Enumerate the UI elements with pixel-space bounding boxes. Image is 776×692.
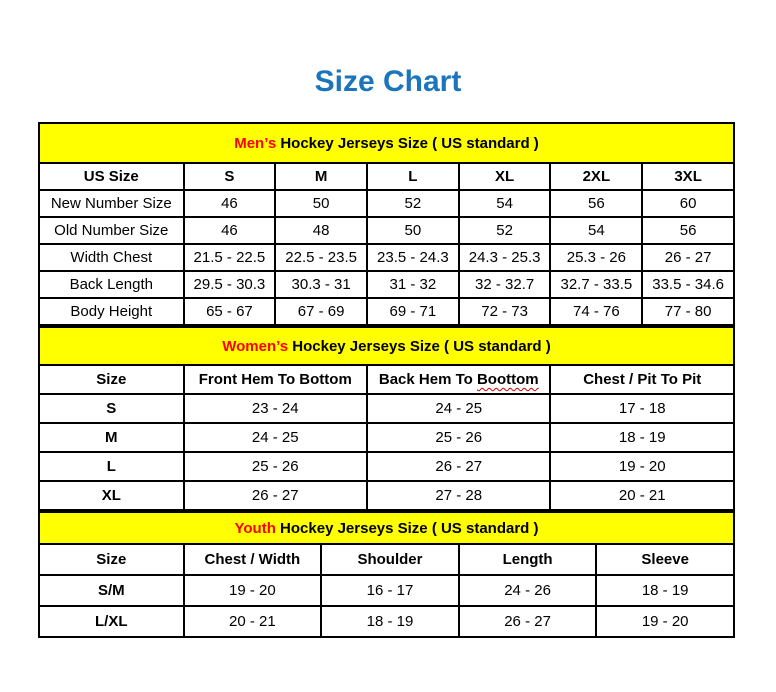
column-header: Size <box>39 365 184 394</box>
size-value-cell: 46 <box>184 190 276 217</box>
size-value-cell: 24.3 - 25.3 <box>459 244 551 271</box>
womens-title-accent: Women’s <box>222 337 289 355</box>
mens-header-row <box>39 163 734 190</box>
misspelled-word: Boottom <box>476 371 539 388</box>
size-value-cell: 60 <box>642 190 734 217</box>
size-value-cell: 17 - 18 <box>550 394 734 423</box>
size-row-label: XL <box>39 481 184 510</box>
column-header: Front Hem To Bottom <box>184 365 367 394</box>
mens-table-row <box>39 217 734 244</box>
size-value-cell: 24 - 25 <box>367 394 550 423</box>
size-value-cell: 18 - 19 <box>321 606 459 637</box>
size-value-cell: 25 - 26 <box>184 452 367 481</box>
size-value-cell: 65 - 67 <box>184 298 276 325</box>
size-value-cell: 18 - 19 <box>550 423 734 452</box>
column-header: Shoulder <box>321 544 459 575</box>
size-value-cell: 50 <box>275 190 367 217</box>
size-value-cell: 25.3 - 26 <box>550 244 642 271</box>
size-value-cell: 26 - 27 <box>642 244 734 271</box>
size-value-cell: 26 - 27 <box>459 606 597 637</box>
size-value-cell: 25 - 26 <box>367 423 550 452</box>
size-value-cell: 24 - 25 <box>184 423 367 452</box>
column-header: Size <box>39 544 184 575</box>
size-value-cell: 50 <box>367 217 459 244</box>
size-value-cell: 72 - 73 <box>459 298 551 325</box>
size-row-label: M <box>39 423 184 452</box>
size-value-cell: 21.5 - 22.5 <box>184 244 276 271</box>
size-chart-tables <box>38 122 735 638</box>
size-value-cell: 22.5 - 23.5 <box>275 244 367 271</box>
mens-section-band <box>39 123 734 163</box>
size-value-cell: 32 - 32.7 <box>459 271 551 298</box>
mens-section-title <box>39 123 734 163</box>
size-value-cell: 23 - 24 <box>184 394 367 423</box>
womens-size-table <box>38 326 735 511</box>
youth-title-accent: Youth <box>234 519 276 537</box>
size-row-label: Old Number Size <box>39 217 184 244</box>
size-value-cell: 46 <box>184 217 276 244</box>
column-header: M <box>275 163 367 190</box>
size-row-label: S <box>39 394 184 423</box>
size-value-cell: 19 - 20 <box>550 452 734 481</box>
mens-table-row <box>39 271 734 298</box>
mens-title-accent: Men’s <box>234 134 277 152</box>
size-value-cell: 19 - 20 <box>596 606 734 637</box>
column-header: Chest / Pit To Pit <box>550 365 734 394</box>
womens-section-title <box>39 327 734 365</box>
size-value-cell: 23.5 - 24.3 <box>367 244 459 271</box>
womens-header-row <box>39 365 734 394</box>
size-row-label: S/M <box>39 575 184 606</box>
size-value-cell: 54 <box>550 217 642 244</box>
womens-title-rest: Hockey Jerseys Size ( US standard ) <box>288 337 551 355</box>
size-value-cell: 24 - 26 <box>459 575 597 606</box>
size-row-label: New Number Size <box>39 190 184 217</box>
youth-table-row <box>39 606 734 637</box>
size-value-cell: 56 <box>550 190 642 217</box>
youth-title-rest: Hockey Jerseys Size ( US standard ) <box>275 519 539 537</box>
size-row-label: Width Chest <box>39 244 184 271</box>
size-value-cell: 26 - 27 <box>367 452 550 481</box>
womens-table-row <box>39 481 734 510</box>
youth-section-band <box>39 512 734 544</box>
size-value-cell: 19 - 20 <box>184 575 322 606</box>
size-value-cell: 30.3 - 31 <box>275 271 367 298</box>
size-value-cell: 33.5 - 34.6 <box>642 271 734 298</box>
womens-table-row <box>39 394 734 423</box>
size-value-cell: 18 - 19 <box>596 575 734 606</box>
womens-table-row <box>39 423 734 452</box>
column-header: XL <box>459 163 551 190</box>
size-value-cell: 20 - 21 <box>550 481 734 510</box>
size-value-cell: 67 - 69 <box>275 298 367 325</box>
mens-table-row <box>39 244 734 271</box>
size-value-cell: 77 - 80 <box>642 298 734 325</box>
column-header: US Size <box>39 163 184 190</box>
womens-section-band <box>39 327 734 365</box>
size-value-cell: 48 <box>275 217 367 244</box>
mens-table-row <box>39 190 734 217</box>
column-header: Chest / Width <box>184 544 322 575</box>
size-value-cell: 26 - 27 <box>184 481 367 510</box>
size-value-cell: 32.7 - 33.5 <box>550 271 642 298</box>
size-value-cell: 16 - 17 <box>321 575 459 606</box>
youth-section-title <box>39 512 734 544</box>
size-value-cell: 27 - 28 <box>367 481 550 510</box>
mens-size-table <box>38 122 735 326</box>
column-header: Sleeve <box>596 544 734 575</box>
column-header: 2XL <box>550 163 642 190</box>
size-value-cell: 52 <box>367 190 459 217</box>
youth-table-row <box>39 575 734 606</box>
column-header: 3XL <box>642 163 734 190</box>
size-row-label: L <box>39 452 184 481</box>
mens-title-rest: Hockey Jerseys Size ( US standard ) <box>276 134 539 152</box>
womens-table-row <box>39 452 734 481</box>
page-title: Size Chart <box>314 65 462 98</box>
youth-header-row <box>39 544 734 575</box>
size-value-cell: 69 - 71 <box>367 298 459 325</box>
column-header: Back Hem To Boottom <box>367 365 550 394</box>
size-value-cell: 52 <box>459 217 551 244</box>
column-header: S <box>184 163 276 190</box>
youth-size-table <box>38 511 735 638</box>
size-value-cell: 31 - 32 <box>367 271 459 298</box>
size-value-cell: 56 <box>642 217 734 244</box>
size-value-cell: 74 - 76 <box>550 298 642 325</box>
size-row-label: Back Length <box>39 271 184 298</box>
size-value-cell: 29.5 - 30.3 <box>184 271 276 298</box>
size-row-label: Body Height <box>39 298 184 325</box>
size-value-cell: 20 - 21 <box>184 606 322 637</box>
column-header: L <box>367 163 459 190</box>
size-value-cell: 54 <box>459 190 551 217</box>
size-row-label: L/XL <box>39 606 184 637</box>
mens-table-row <box>39 298 734 325</box>
column-header: Length <box>459 544 597 575</box>
